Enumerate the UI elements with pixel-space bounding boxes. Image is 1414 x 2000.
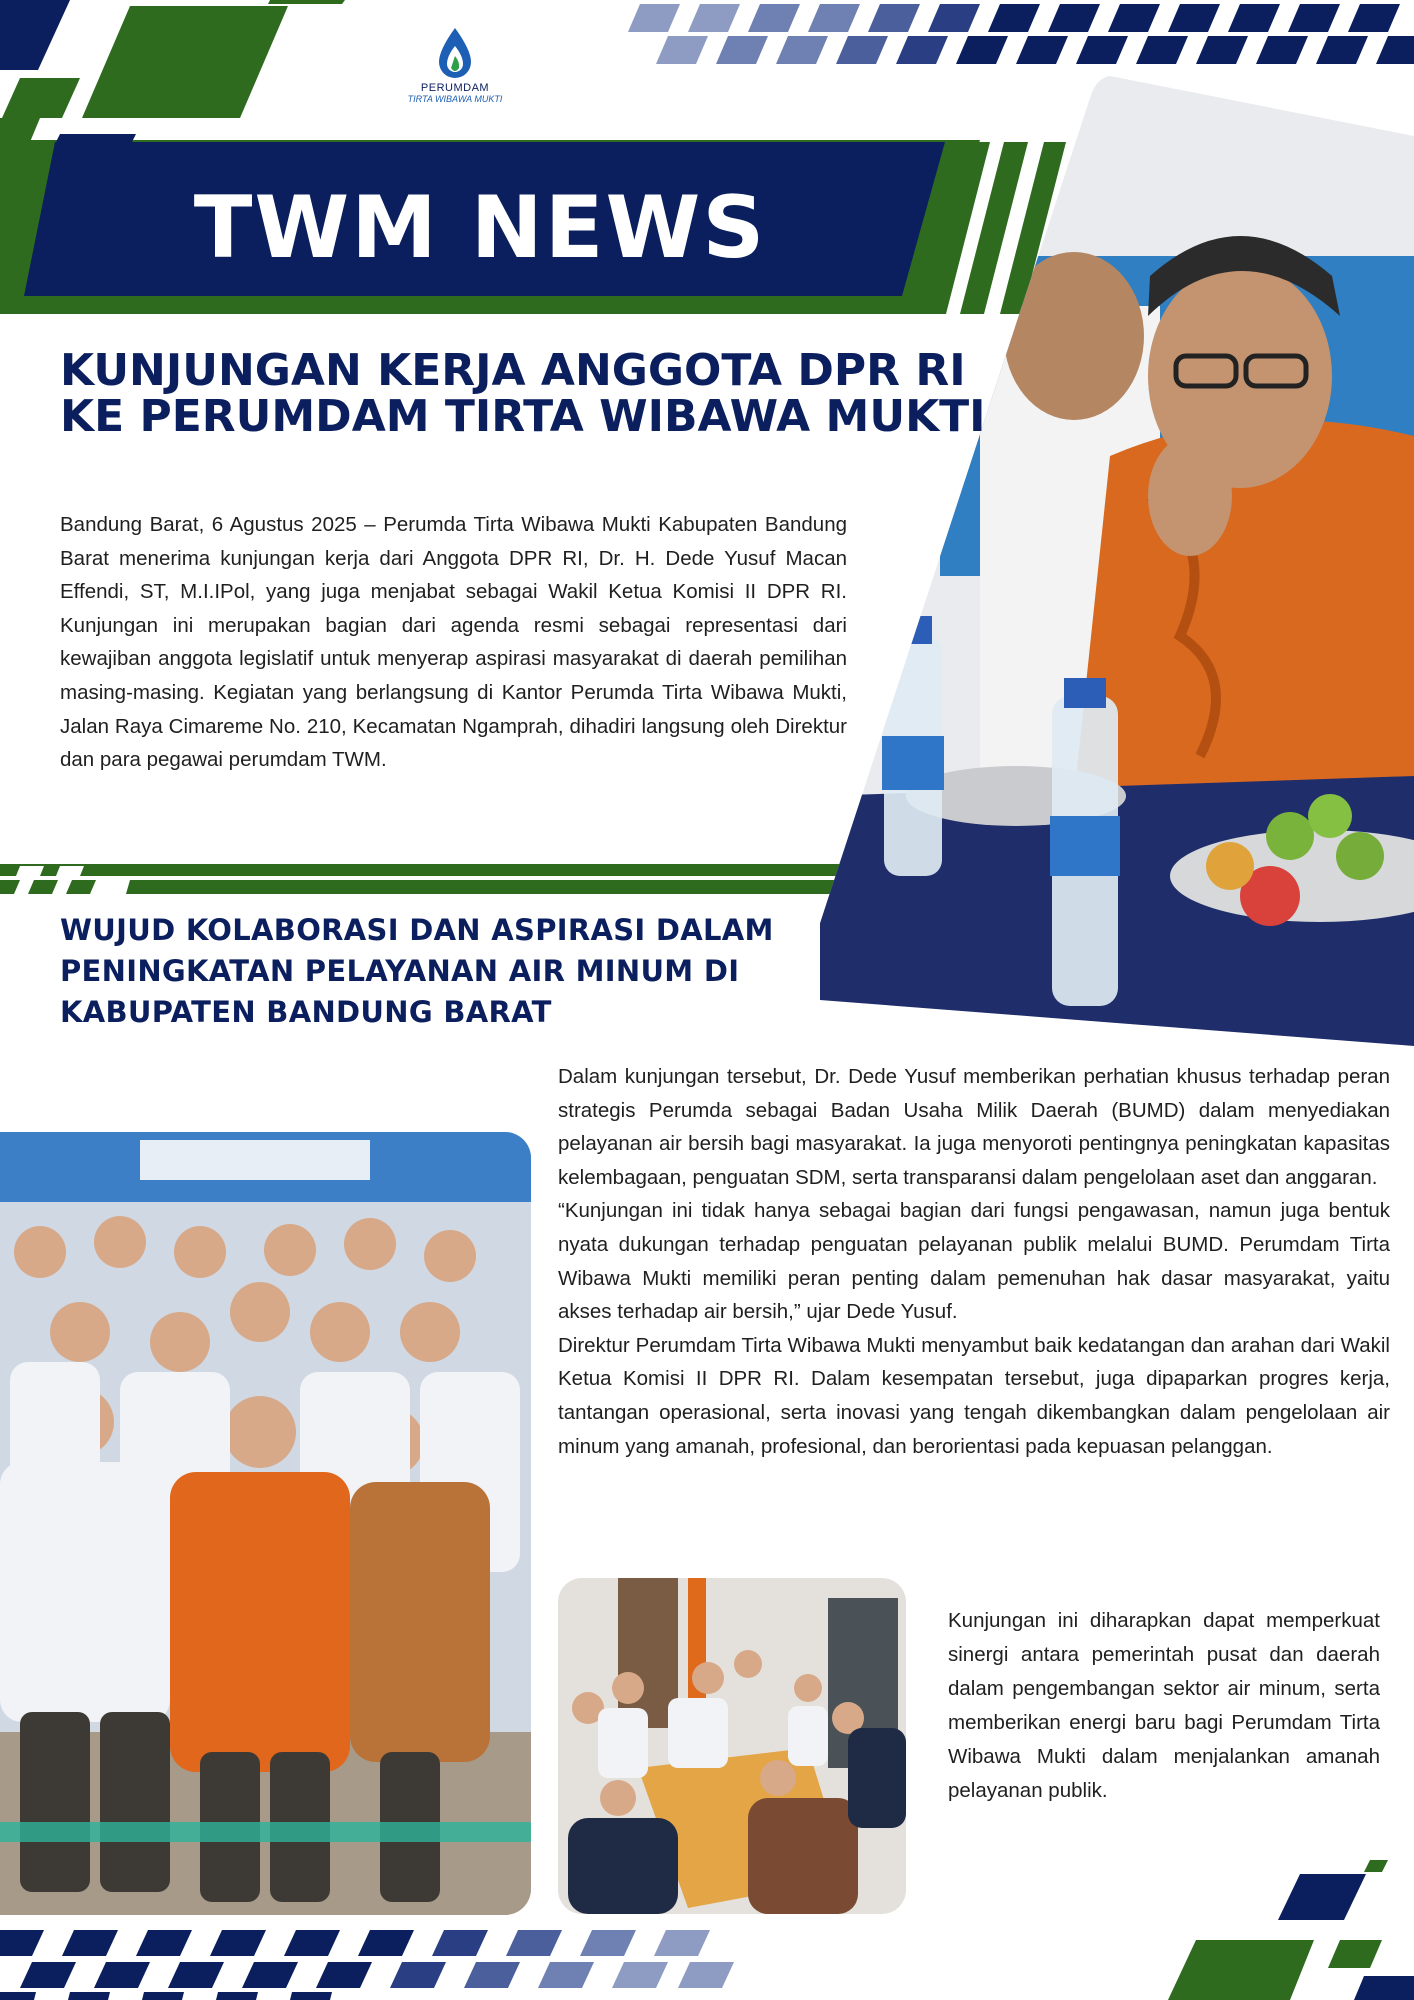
deco-green-slab-top (82, 6, 288, 118)
article-headline: KUNJUNGAN KERJA ANGGOTA DPR RI KE PERUMDAM TIRTA WIBAWA MUKTI (60, 345, 986, 442)
article-subheading: WUJUD KOLABORASI DAN ASPIRASI DALAM PENINGKATAN PELAYANAN AIR MINUM DI KABUPATEN BANDUNG BARAT (60, 913, 774, 1029)
deco-green-thin-top (268, 0, 345, 4)
deco-green-slab-bottom-right (1168, 1940, 1314, 2000)
article-closing-paragraph (948, 1604, 1380, 1808)
deco-green-left-2 (0, 118, 40, 142)
deco-checker-top-right (628, 4, 1414, 64)
deco-navy-corner-bottom-right (1354, 1976, 1414, 2000)
logo-brand-text: PERUMDAM (420, 82, 490, 94)
company-logo (395, 26, 515, 116)
deco-green-left-1 (2, 78, 80, 118)
water-drop-logo-icon (433, 26, 477, 82)
group-photo (0, 1132, 531, 1915)
body-paragraph-2: “Kunjungan ini tidak hanya sebagai bagian dari fungsi pengawasan, namun juga bentuk nyata dukungan terhadap penguatan pelayanan publik melalui BUMD. Perumdam Tirta Wibawa Mukti memiliki peran penting dalam pemenuhan hak dasar masyarakat, yaitu akses terhadap air bersih,” ujar Dede Yusuf. (558, 1199, 1390, 1324)
deco-green-small-bottom-right (1328, 1940, 1382, 1968)
deco-green-dot-bottom-right (1364, 1860, 1388, 1872)
deco-navy-corner (0, 0, 70, 70)
masthead-title: TWM NEWS (193, 178, 767, 278)
deco-separator-band (0, 864, 900, 894)
body-paragraph-3: Direktur Perumdam Tirta Wibawa Mukti menyambut baik kedatangan dan arahan dari Wakil Ketua Komisi II DPR RI. Dalam kesempatan tersebut, juga dipaparkan progres kerja, tantangan operasional, serta inovasi yang tengah dikembangkan dalam pengelolaan air minum yang amanah, profesional, dan berorientasi pada kepuasan pelanggan. (558, 1333, 1390, 1458)
article-body (558, 1060, 1390, 1463)
deco-navy-bottom-right (1278, 1874, 1366, 1920)
logo-brand-subtext: TIRTA WIBAWA MUKTI (407, 94, 503, 104)
meeting-photo (558, 1578, 906, 1914)
article-lead-paragraph (60, 508, 847, 777)
masthead-navy-tab (56, 134, 136, 142)
closing-text: Kunjungan ini diharapkan dapat memperkuat sinergi antara pemerintah pusat dan daerah dalam pengembangan sektor air minum, serta memberikan energi baru bagi Perumdam Tirta Wibawa Mukti dalam menjalankan amanah pelayanan publik. (948, 1609, 1380, 1802)
lead-text: Bandung Barat, 6 Agustus 2025 – Perumda Tirta Wibawa Mukti Kabupaten Bandung Barat menerima kunjungan kerja dari Anggota DPR RI, Dr. H. Dede Yusuf Macan Effendi, ST, M.I.IPol, yang juga menjabat sebagai Wakil Ketua Komisi II DPR RI. Kunjungan ini merupakan bagian dari agenda resmi sebagai representasi dari kewajiban anggota legislatif untuk menyerap aspirasi masyarakat di daerah pemilihan masing-masing. Kegiatan yang berlangsung di Kantor Perumda Tirta Wibawa Mukti, Jalan Raya Cimareme No. 210, Kecamatan Ngamprah, dihadiri langsung oleh Direktur dan para pegawai perumdam TWM. (60, 513, 847, 772)
deco-checker-bottom-left (0, 1930, 734, 2000)
body-paragraph-1: Dalam kunjungan tersebut, Dr. Dede Yusuf memberikan perhatian khusus terhadap peran strategis Perumda sebagai Badan Usaha Milik Daerah (BUMD) dalam menyediakan pelayanan air bersih bagi masyarakat. Ia juga menyoroti pentingnya peningkatan kapasitas kelembagaan, penguatan SDM, serta transparansi dalam pengelolaan aset dan anggaran. (558, 1065, 1390, 1189)
